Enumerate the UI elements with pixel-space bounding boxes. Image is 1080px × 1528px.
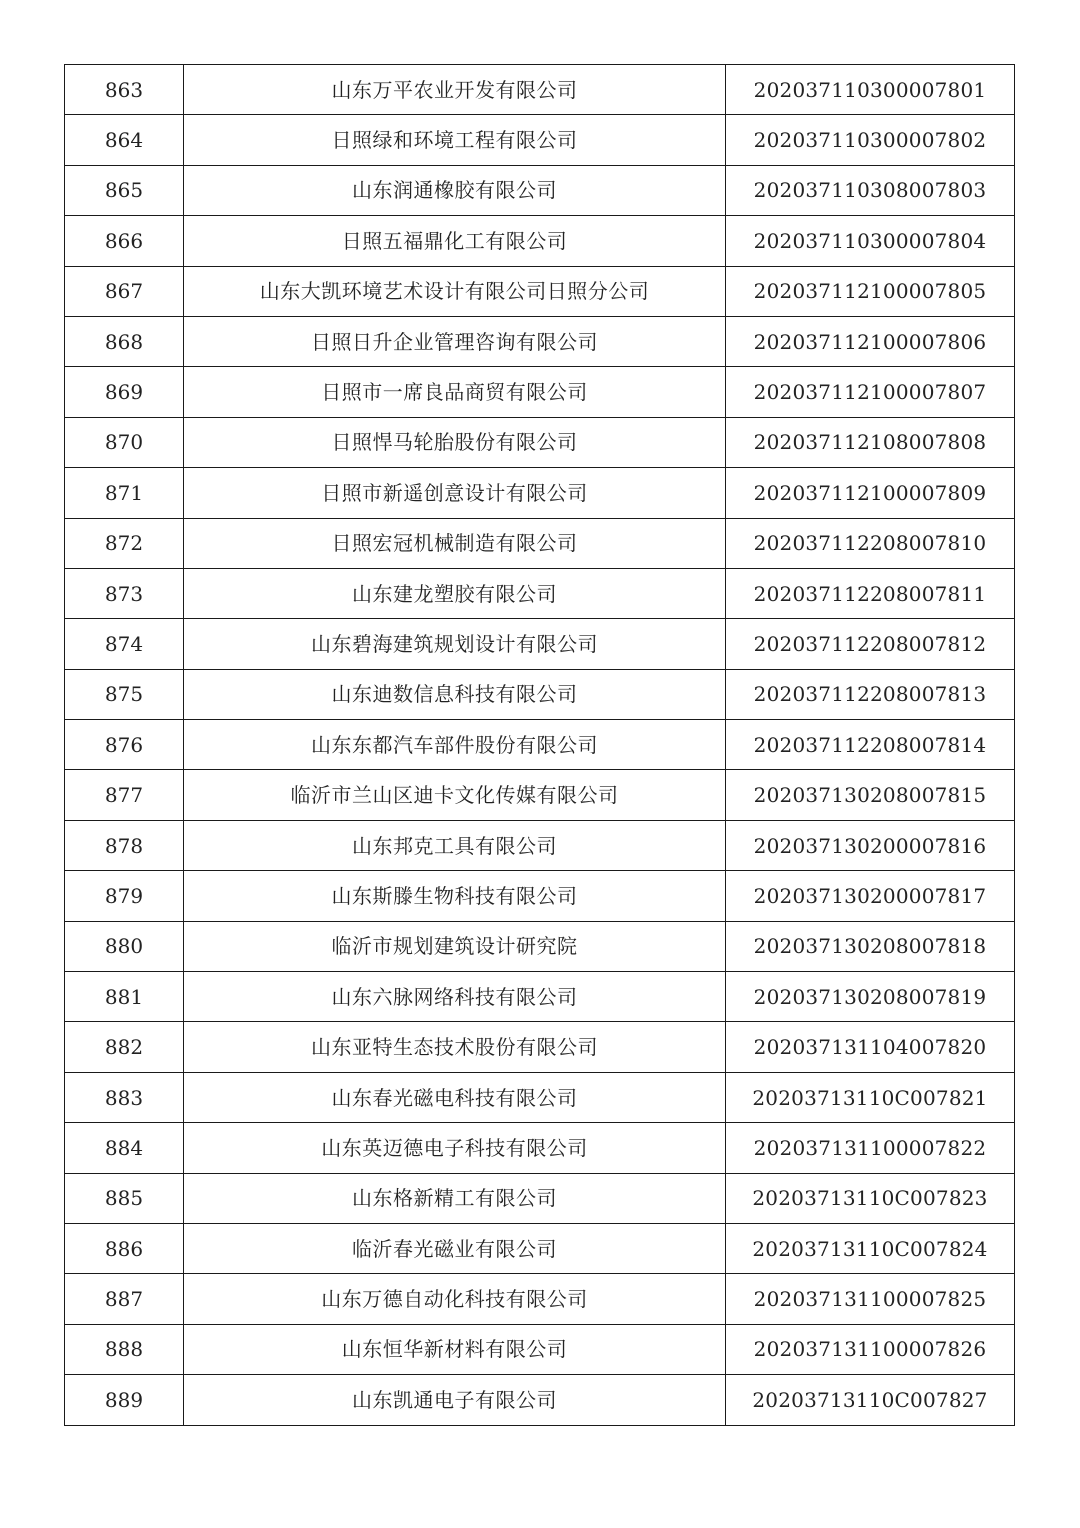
table-row [65,367,1015,417]
company-registry-table [64,64,1015,1426]
row-number-cell: 887 [65,1274,184,1324]
company-name-cell: 日照悍马轮胎股份有限公司 [184,417,726,467]
row-number-cell: 888 [65,1324,184,1374]
company-name-cell: 日照市一席良品商贸有限公司 [184,367,726,417]
company-name-cell: 山东润通橡胶有限公司 [184,165,726,215]
table-row [65,1123,1015,1173]
registration-code-cell: 202037112100007806 [726,316,1015,366]
registration-code-cell: 202037112208007812 [726,619,1015,669]
row-number-cell: 867 [65,266,184,316]
table-row [65,1324,1015,1374]
table-row [65,1223,1015,1273]
row-number-cell: 876 [65,720,184,770]
company-name-cell: 日照宏冠机械制造有限公司 [184,518,726,568]
registration-code-cell: 202037112208007810 [726,518,1015,568]
registration-code-cell: 202037112100007805 [726,266,1015,316]
row-number-cell: 870 [65,417,184,467]
company-name-cell: 山东春光磁电科技有限公司 [184,1072,726,1122]
company-name-cell: 山东六脉网络科技有限公司 [184,972,726,1022]
table-row [65,266,1015,316]
table-row [65,216,1015,266]
table-row [65,972,1015,1022]
registration-code-cell: 202037112108007808 [726,417,1015,467]
company-name-cell: 山东碧海建筑规划设计有限公司 [184,619,726,669]
row-number-cell: 864 [65,115,184,165]
table-row [65,1274,1015,1324]
company-name-cell: 山东迪数信息科技有限公司 [184,669,726,719]
table-row [65,1375,1015,1425]
registration-code-cell: 202037130208007818 [726,921,1015,971]
registration-code-cell: 202037112208007813 [726,669,1015,719]
table-row [65,770,1015,820]
registration-code-cell: 202037130208007819 [726,972,1015,1022]
company-name-cell: 山东万德自动化科技有限公司 [184,1274,726,1324]
row-number-cell: 872 [65,518,184,568]
registration-code-cell: 202037110300007802 [726,115,1015,165]
registration-code-cell: 202037130200007817 [726,871,1015,921]
row-number-cell: 877 [65,770,184,820]
company-name-cell: 山东亚特生态技术股份有限公司 [184,1022,726,1072]
table-row [65,417,1015,467]
company-name-cell: 山东万平农业开发有限公司 [184,65,726,115]
registration-code-cell: 20203713110C007821 [726,1072,1015,1122]
row-number-cell: 865 [65,165,184,215]
registration-code-cell: 202037110300007801 [726,65,1015,115]
registration-code-cell: 202037112208007811 [726,568,1015,618]
company-name-cell: 日照绿和环境工程有限公司 [184,115,726,165]
table-row [65,720,1015,770]
row-number-cell: 879 [65,871,184,921]
company-name-cell: 山东凯通电子有限公司 [184,1375,726,1425]
registration-code-cell: 202037110300007804 [726,216,1015,266]
company-name-cell: 山东大凯环境艺术设计有限公司日照分公司 [184,266,726,316]
company-name-cell: 山东斯滕生物科技有限公司 [184,871,726,921]
registration-code-cell: 202037130208007815 [726,770,1015,820]
company-name-cell: 临沂春光磁业有限公司 [184,1223,726,1273]
row-number-cell: 883 [65,1072,184,1122]
company-name-cell: 山东格新精工有限公司 [184,1173,726,1223]
row-number-cell: 881 [65,972,184,1022]
registration-code-cell: 202037112100007807 [726,367,1015,417]
table-row [65,165,1015,215]
row-number-cell: 869 [65,367,184,417]
table-row [65,1022,1015,1072]
company-name-cell: 临沂市兰山区迪卡文化传媒有限公司 [184,770,726,820]
registration-code-cell: 202037112100007809 [726,468,1015,518]
row-number-cell: 882 [65,1022,184,1072]
company-name-cell: 山东东都汽车部件股份有限公司 [184,720,726,770]
row-number-cell: 886 [65,1223,184,1273]
table-body [65,65,1015,1426]
company-name-cell: 山东邦克工具有限公司 [184,820,726,870]
registration-code-cell: 202037110308007803 [726,165,1015,215]
row-number-cell: 863 [65,65,184,115]
row-number-cell: 878 [65,820,184,870]
row-number-cell: 866 [65,216,184,266]
table-row [65,619,1015,669]
row-number-cell: 874 [65,619,184,669]
company-name-cell: 临沂市规划建筑设计研究院 [184,921,726,971]
table-row [65,568,1015,618]
row-number-cell: 885 [65,1173,184,1223]
registration-code-cell: 202037112208007814 [726,720,1015,770]
table-row [65,1173,1015,1223]
table-row [65,1072,1015,1122]
row-number-cell: 868 [65,316,184,366]
row-number-cell: 884 [65,1123,184,1173]
table-row [65,65,1015,115]
table-row [65,316,1015,366]
registration-code-cell: 202037131100007826 [726,1324,1015,1374]
company-name-cell: 日照五福鼎化工有限公司 [184,216,726,266]
registration-code-cell: 202037130200007816 [726,820,1015,870]
company-name-cell: 日照市新遥创意设计有限公司 [184,468,726,518]
registration-code-cell: 202037131100007822 [726,1123,1015,1173]
company-name-cell: 山东恒华新材料有限公司 [184,1324,726,1374]
registration-code-cell: 202037131104007820 [726,1022,1015,1072]
company-name-cell: 山东英迈德电子科技有限公司 [184,1123,726,1173]
row-number-cell: 875 [65,669,184,719]
registration-code-cell: 202037131100007825 [726,1274,1015,1324]
table-row [65,518,1015,568]
table-row [65,115,1015,165]
table-row [65,468,1015,518]
row-number-cell: 871 [65,468,184,518]
registration-code-cell: 20203713110C007823 [726,1173,1015,1223]
row-number-cell: 889 [65,1375,184,1425]
company-name-cell: 日照日升企业管理咨询有限公司 [184,316,726,366]
table-row [65,921,1015,971]
table-row [65,820,1015,870]
row-number-cell: 880 [65,921,184,971]
registration-code-cell: 20203713110C007827 [726,1375,1015,1425]
table-row [65,669,1015,719]
row-number-cell: 873 [65,568,184,618]
registration-code-cell: 20203713110C007824 [726,1223,1015,1273]
company-name-cell: 山东建龙塑胶有限公司 [184,568,726,618]
table-row [65,871,1015,921]
